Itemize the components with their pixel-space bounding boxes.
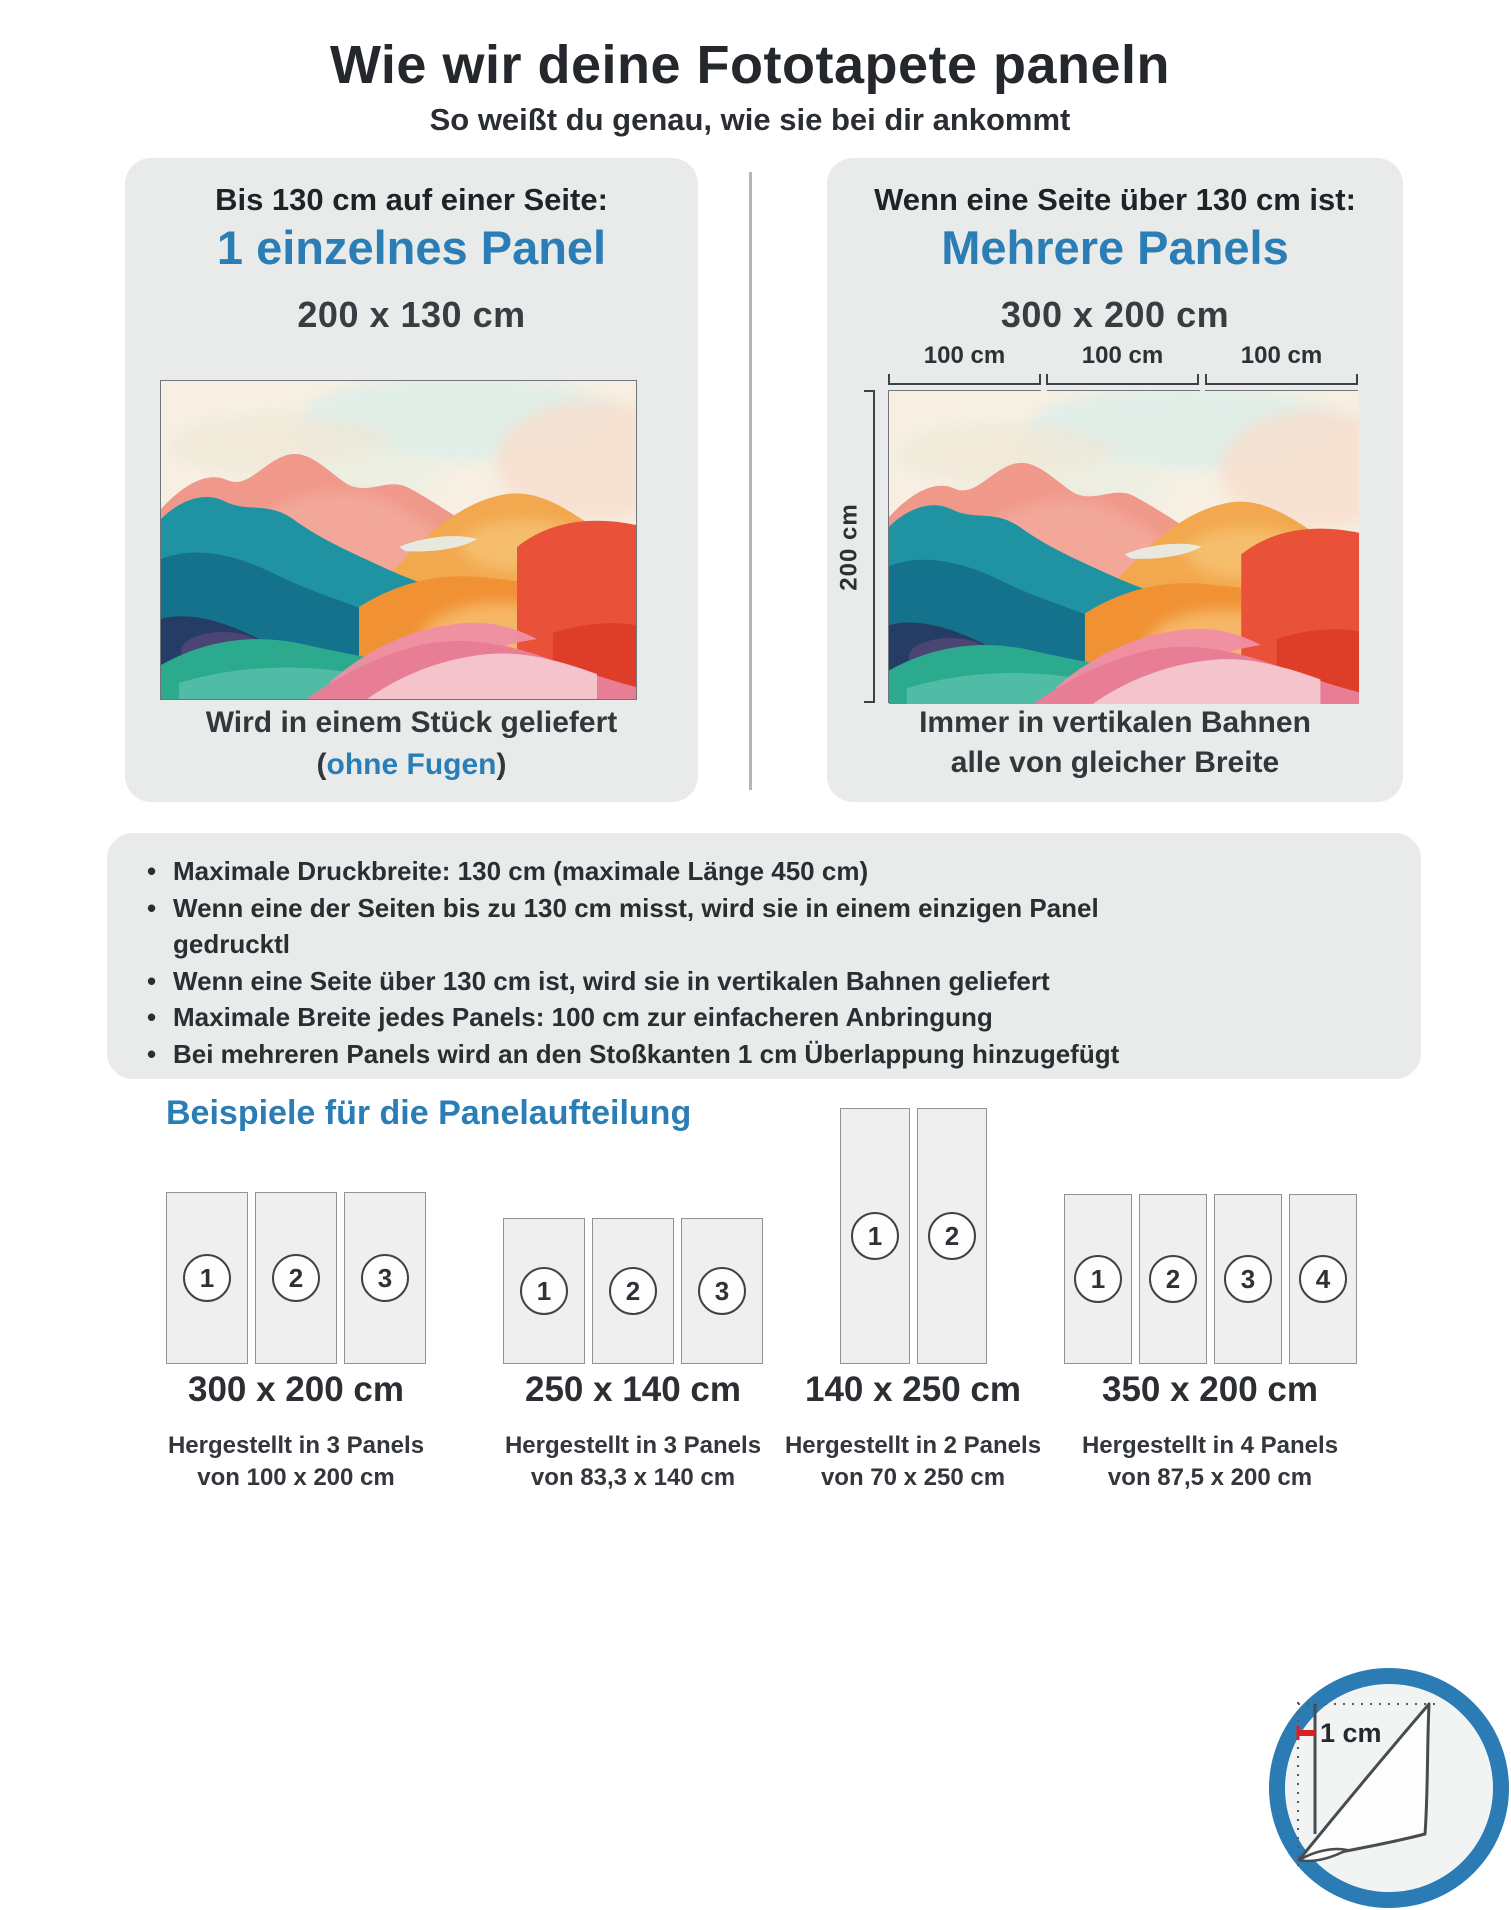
panel-number-badge: 3 [361,1254,409,1302]
bullet-marker: • [147,856,157,886]
panel-number-badge: 4 [1299,1255,1347,1303]
info-bullet: • Maximale Breite jedes Panels: 100 cm zur einfacheren Anbringung [147,999,1207,1036]
single-panel-headline: 1 einzelnes Panel [216,221,607,274]
example-line2: von 100 x 200 cm [197,1464,395,1491]
info-bullet-list [147,853,1207,1072]
panel [840,1108,910,1364]
panel-number-badge: 2 [272,1254,320,1302]
multi-panel-caption-line2: alle von gleicher Breite [950,746,1280,779]
example-size: 300 x 200 cm [187,1370,405,1409]
panel [344,1192,426,1364]
card-divider [749,172,752,790]
panel [1139,1194,1207,1364]
panel-number-badge: 1 [520,1267,568,1315]
panel-number-badge: 3 [1224,1255,1272,1303]
width-label-2: 100 cm [1081,342,1164,369]
single-panel-caption: Wird in einem Stück geliefert [205,706,618,739]
multi-panel-card [827,158,1403,802]
panel-number-badge: 1 [1074,1255,1122,1303]
example-line2: von 70 x 250 cm [820,1464,1006,1491]
overlap-measure-label: 1 cm [1320,1718,1382,1748]
paren-open: ( [316,748,327,781]
page-subtitle: So weißt du genau, wie sie bei dir ankommt [429,102,1071,137]
example-panels-300x200 [166,1192,426,1364]
bullet-marker: • [147,892,157,923]
example-panels-140x250 [840,1108,987,1364]
page-curl-icon [1267,1666,1511,1910]
width-bracket-2 [1046,374,1199,385]
overlap-illustration [1267,1666,1511,1910]
wallpaper-preview-single [160,380,637,700]
panel [681,1218,763,1364]
multi-panel-headline: Mehrere Panels [941,221,1289,274]
panel [917,1108,987,1364]
example-panels-350x200 [1064,1194,1357,1364]
panel [1064,1194,1132,1364]
panel [1214,1194,1282,1364]
example-line2: von 87,5 x 200 cm [1107,1464,1313,1491]
single-panel-condition: Bis 130 cm auf einer Seite: [215,182,608,217]
panel [592,1218,674,1364]
bullet-marker: • [147,965,157,996]
panel-number-badge: 2 [1149,1255,1197,1303]
multi-panel-dimensions: 300 x 200 cm [1000,294,1230,335]
example-size: 250 x 140 cm [524,1370,742,1409]
multi-panel-caption-line1: Immer in vertikalen Bahnen [919,706,1311,739]
example-line1: Hergestellt in 4 Panels [1081,1432,1339,1459]
width-bracket-3 [1205,374,1358,385]
panel-number-badge: 1 [183,1254,231,1302]
bullet-marker: • [147,1002,157,1032]
panel-number-badge: 3 [698,1267,746,1315]
watercolor-artwork [889,391,1359,704]
example-line2: von 83,3 x 140 cm [530,1464,736,1491]
single-panel-caption-note [125,748,698,782]
info-bullet: • Wenn eine der Seiten bis zu 130 cm misst, wird sie in einem einzigen Panel gedrucktl [147,890,1207,963]
single-panel-dimensions: 200 x 130 cm [297,294,526,335]
height-label: 200 cm [836,502,863,591]
multi-panel-condition: Wenn eine Seite über 130 cm ist: [874,182,1356,217]
wallpaper-panel-slice-3 [1205,390,1358,703]
no-seams-highlight: ohne Fugen [326,748,497,781]
wallpaper-preview-sliced [888,390,1358,703]
example-size: 350 x 200 cm [1101,1370,1319,1409]
panel [166,1192,248,1364]
example-size: 140 x 250 cm [804,1370,1022,1409]
width-label-1: 100 cm [923,342,1006,369]
width-bracket-1 [888,374,1041,385]
example-line1: Hergestellt in 3 Panels [504,1432,762,1459]
height-bracket [864,390,875,703]
panel-number-badge: 2 [609,1267,657,1315]
info-bullet: • Bei mehreren Panels wird an den Stoßkanten 1 cm Überlappung hinzugefügt [147,1036,1207,1073]
example-panels-250x140 [503,1218,763,1364]
bullet-marker: • [147,1038,157,1069]
info-bullet: • Wenn eine Seite über 130 cm ist, wird sie in vertikalen Bahnen geliefert [147,963,1207,1000]
panel-number-badge: 1 [851,1212,899,1260]
paren-close: ) [496,748,507,781]
page-title: Wie wir deine Fototapete paneln [329,35,1171,95]
info-bullet: • Maximale Druckbreite: 130 cm (maximale Länge 450 cm) [147,853,1207,890]
example-line1: Hergestellt in 3 Panels [167,1432,425,1459]
single-panel-card [125,158,698,802]
panel-number-badge: 2 [928,1212,976,1260]
panel [255,1192,337,1364]
example-line1: Hergestellt in 2 Panels [784,1432,1042,1459]
watercolor-artwork [161,381,636,699]
panel [1289,1194,1357,1364]
width-label-3: 100 cm [1240,342,1323,369]
examples-heading: Beispiele für die Panelaufteilung [166,1094,692,1132]
panel [503,1218,585,1364]
